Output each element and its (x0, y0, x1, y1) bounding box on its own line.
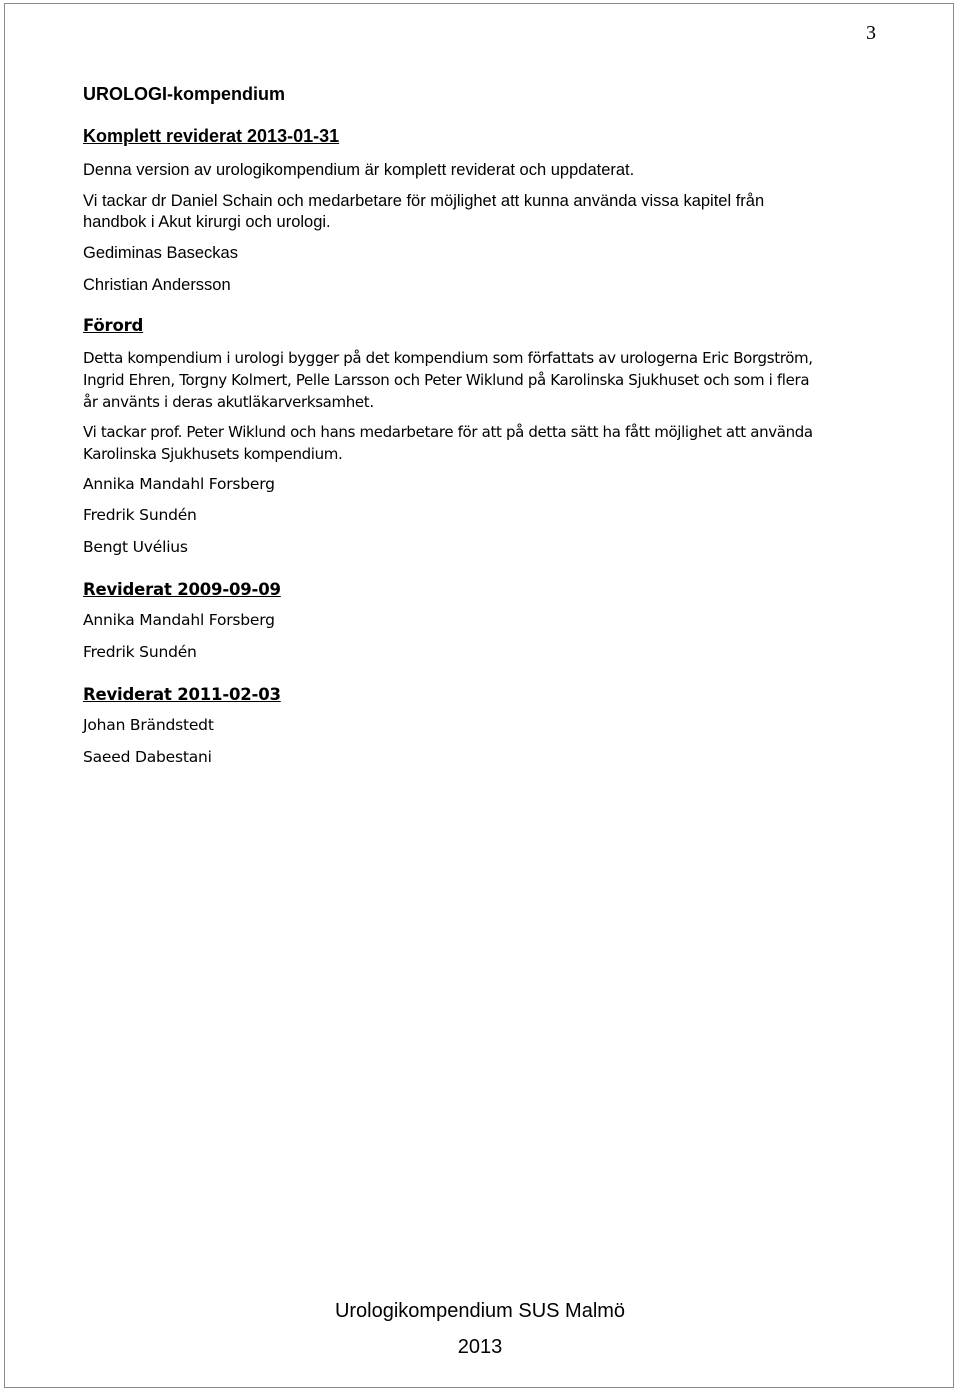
forord-paragraph-line: Karolinska Sjukhusets kompendium. (83, 445, 343, 463)
revision-2009-heading: Reviderat 2009-09-09 (83, 580, 281, 599)
author-name: Fredrik Sundén (83, 506, 197, 524)
forord-paragraph-line: Detta kompendium i urologi bygger på det kompendium som författats av urologerna Eric Borgström, (83, 349, 813, 367)
footer-title: Urologikompendium SUS Malmö (334, 1300, 626, 1322)
revision-2011-heading: Reviderat 2011-02-03 (83, 685, 281, 704)
forord-paragraph-line: Vi tackar prof. Peter Wiklund och hans medarbetare för att på detta sätt ha fått möjlighet att använda (83, 423, 813, 441)
author-name: Gediminas Baseckas (83, 244, 238, 262)
author-name: Annika Mandahl Forsberg (83, 611, 275, 629)
forord-paragraph-line: Ingrid Ehren, Torgny Kolmert, Pelle Larsson och Peter Wiklund på Karolinska Sjukhuset och som i flera (83, 371, 810, 389)
author-name: Saeed Dabestani (83, 748, 212, 766)
forord-heading: Förord (83, 316, 144, 335)
thanks-line-2: handbok i Akut kirurgi och urologi. (83, 213, 331, 231)
author-name: Christian Andersson (83, 276, 231, 294)
intro-line: Denna version av urologikompendium är komplett reviderat och uppdaterat. (83, 161, 635, 179)
forord-paragraph-line: år använts i deras akutläkarverksamhet. (83, 393, 374, 411)
author-name: Bengt Uvélius (83, 538, 188, 556)
footer-year: 2013 (457, 1336, 503, 1358)
page-number: 3 (866, 22, 876, 44)
author-name: Johan Brändstedt (83, 716, 214, 734)
author-name: Fredrik Sundén (83, 643, 197, 661)
author-name: Annika Mandahl Forsberg (83, 475, 275, 493)
document-title: UROLOGI-kompendium (83, 84, 285, 104)
revision-heading: Komplett reviderat 2013-01-31 (83, 126, 340, 146)
thanks-line-1: Vi tackar dr Daniel Schain och medarbetare för möjlighet att kunna använda vissa kapitel från (83, 192, 765, 210)
